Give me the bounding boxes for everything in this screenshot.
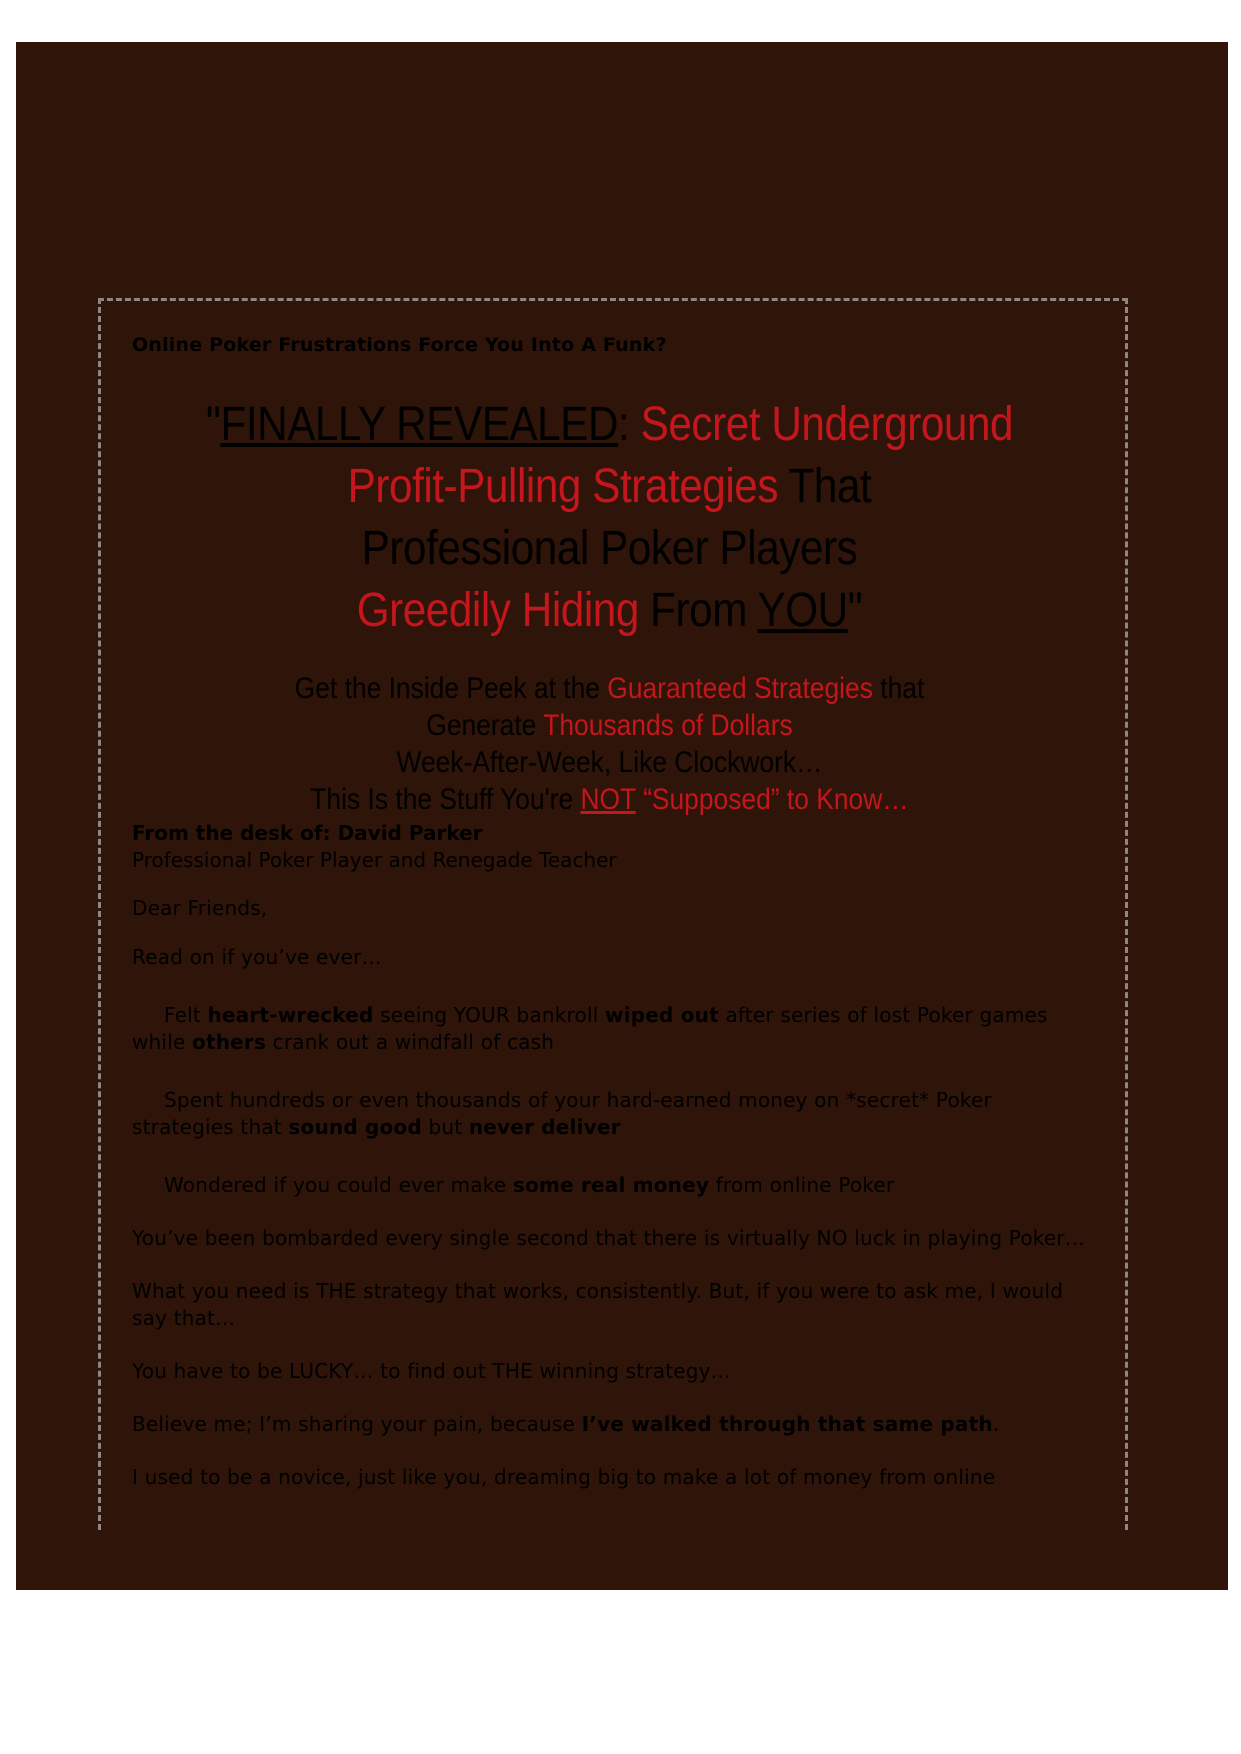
author-title: Professional Poker Player and Renegade Teacher — [132, 848, 617, 872]
greeting: Dear Friends, — [132, 896, 268, 920]
paragraph: You’ve been bombarded every single second that there is virtually NO luck in playing Poker… — [132, 1226, 1085, 1250]
list-item: Felt heart-wrecked seeing YOUR bankroll wiped out after series of lost Poker games while others crank out a windfall of cash — [132, 1003, 1048, 1054]
headline-line-4: Greedily Hiding From YOU" — [356, 584, 863, 637]
intro-line: Read on if you’ve ever… — [132, 945, 382, 969]
headline-line-2: Profit-Pulling Strategies That — [347, 460, 872, 513]
paragraph: You have to be LUCKY… to find out THE winning strategy… — [132, 1359, 731, 1383]
author-block — [132, 820, 1087, 874]
subhead-line-3: Week-After-Week, Like Clockwork… — [396, 746, 823, 779]
finally-revealed-text: FINALLY REVEALED — [220, 398, 619, 451]
list-item: Spent hundreds or even thousands of your hard-earned money on *secret* Poker strategies that sound good but never deliver — [132, 1088, 992, 1139]
list-item: Wondered if you could ever make some real money from online Poker — [164, 1173, 895, 1197]
pre-headline: Online Poker Frustrations Force You Into A Funk? — [132, 334, 667, 356]
paragraph: What you need is THE strategy that works, consistently. But, if you were to ask me, I would say that… — [132, 1279, 1064, 1330]
subhead-line-4: This Is the Stuff You're NOT “Supposed” to Know… — [310, 783, 909, 816]
subhead-line-2: Generate Thousands of Dollars — [426, 709, 793, 742]
paragraph: Believe me; I’m sharing your pain, because I’ve walked through that same path. — [132, 1412, 1000, 1436]
author-label: From the desk of: David Parker — [132, 821, 483, 845]
headline-line-3: Professional Poker Players — [361, 522, 858, 575]
headline-line-1: "FINALLY REVEALED: Secret Underground — [205, 398, 1014, 451]
sub-headline — [132, 670, 1087, 818]
main-headline — [132, 394, 1087, 642]
sales-letter-content — [132, 330, 1087, 1491]
paragraph: I used to be a novice, just like you, dreaming big to make a lot of money from online — [132, 1465, 996, 1489]
subhead-line-1: Get the Inside Peek at the Guaranteed Strategies that — [294, 672, 925, 705]
